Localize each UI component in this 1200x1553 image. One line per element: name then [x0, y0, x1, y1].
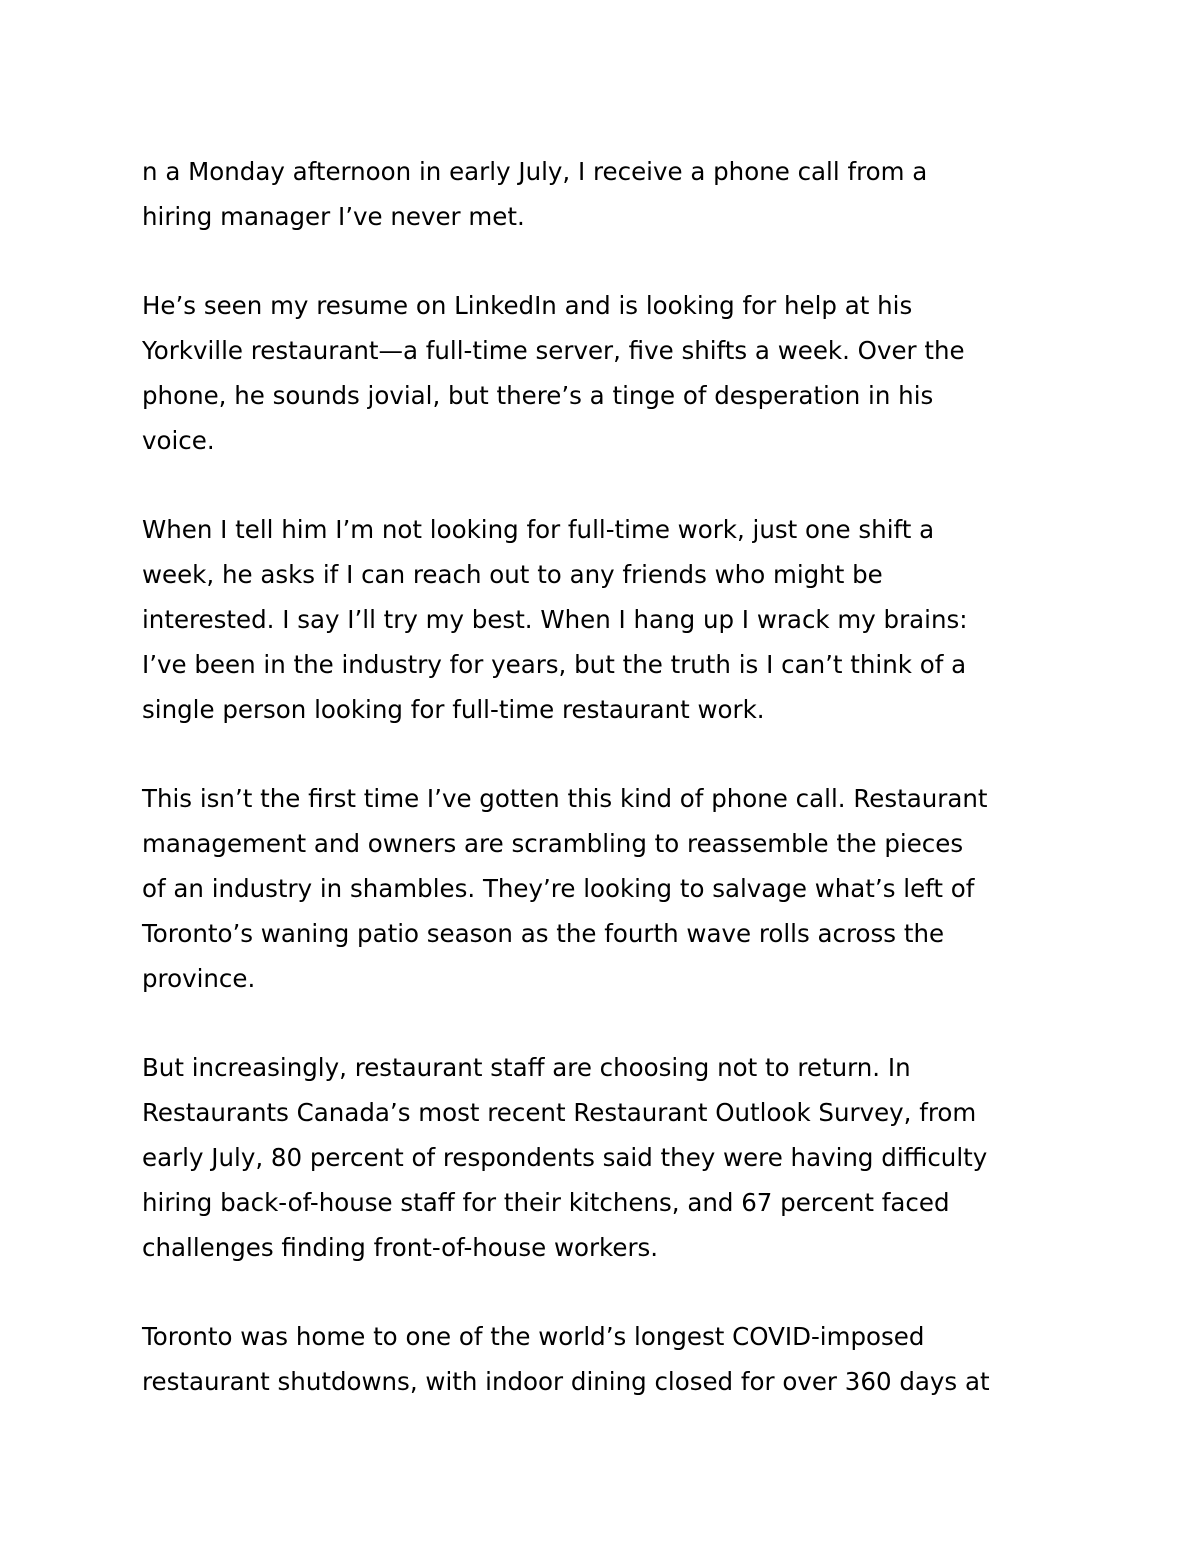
paragraph-toronto-shutdowns: Toronto was home to one of the world’s longest COVID-imposed restaurant shutdowns, with indoor dining closed for over 360 days at	[142, 1322, 990, 1396]
paragraph-phone-call: n a Monday afternoon in early July, I receive a phone call from a hiring manager I’ve never met.	[142, 157, 928, 231]
paragraph-survey-stats: But increasingly, restaurant staff are choosing not to return. In Restaurants Canada’s most recent Restaurant Outlook Survey, from early July, 80 percent of respondents said they were having difficulty hiring back-of-house staff for their kitchens, and 67 percent faced challenges finding front-of-house workers.	[142, 1053, 988, 1262]
paragraph-full-time-work: When I tell him I’m not looking for full-time work, just one shift a week, he asks if I can reach out to any friends who might be interested. I say I’ll try my best. When I hang up I wrack my brains: I’ve been in the industry for years, but the truth is I can’t think of a single person looking for full-time restaurant work.	[142, 515, 968, 724]
article-body	[142, 149, 1062, 1448]
paragraph-industry-shambles: This isn’t the first time I’ve gotten this kind of phone call. Restaurant management and owners are scrambling to reassemble the pieces of an industry in shambles. They’re looking to salvage what’s left of Toronto’s waning patio season as the fourth wave rolls across the province.	[142, 784, 988, 993]
paragraph-linkedin-resume: He’s seen my resume on LinkedIn and is looking for help at his Yorkville restaurant—a full-time server, five shifts a week. Over the phone, he sounds jovial, but there’s a tinge of desperation in his voice.	[142, 291, 965, 455]
